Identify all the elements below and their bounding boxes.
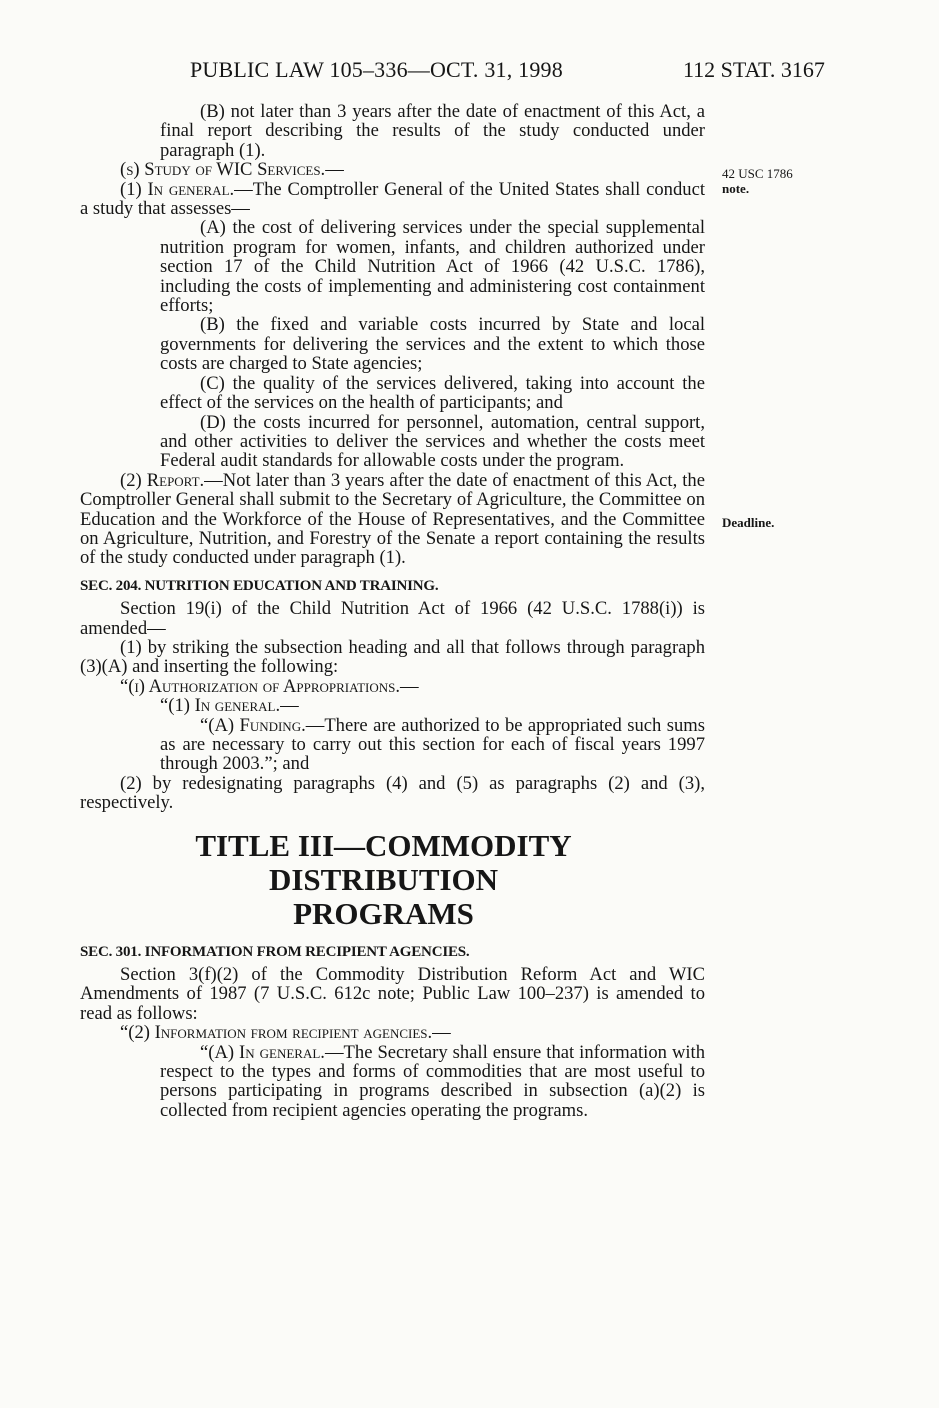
paragraph-s2-text: —Not later than 3 years after the date of enactment of this Act, the Comptroller General shall submit to the Secretary of Agriculture, the Committee on Education and the Workforce of the House of Representatives, and the Committee on Agriculture, Nutrition, and Forestry of the Senate a report containing the results of the study conducted under paragraph (1). — [80, 469, 705, 569]
sec-204-subsection-i: “(i) Authorization of Appropriations.— — [120, 675, 419, 697]
paragraph-s1d: (D) the costs incurred for personnel, automation, central support, and other activities to deliver the services and whether the costs meet Federal audit standards for allowable costs under the program. — [160, 411, 705, 472]
sec-301-intro: Section 3(f)(2) of the Commodity Distribution Reform Act and WIC Amendments of 1987 (7 U.S.C. 612c note; Public Law 100–237) is amended to read as follows: — [80, 964, 705, 1024]
margin-note-usc — [722, 166, 793, 196]
paragraph-s1-label: (1) In general. — [120, 178, 235, 200]
title-iii-heading — [80, 829, 705, 931]
paragraph-s2-label: (2) Report. — [120, 469, 205, 491]
margin-note-deadline: Deadline. — [722, 515, 775, 530]
subsection-s-heading: (s) Study of WIC Services.— — [120, 159, 344, 181]
margin-note-usc-line1: 42 USC 1786 — [722, 166, 793, 181]
sec-204-item-2: (2) by redesignating paragraphs (4) and (5) as paragraphs (2) and (3), respectively. — [80, 772, 705, 814]
sec-301-paragraph-2: “(2) Information from recipient agencies.— — [120, 1022, 451, 1044]
sec-204-paragraph-1: “(1) In general.— — [160, 695, 299, 717]
sec-301-in-general-text: —The Secretary shall ensure that information with respect to the types and forms of commodities that are most useful to persons participating in programs described in subsection (a)(2) is collected from recipient agencies operating the programs. — [160, 1041, 705, 1121]
text-column — [80, 102, 705, 1120]
title-iii-line2: PROGRAMS — [293, 895, 474, 931]
paragraph-s1c: (C) the quality of the services delivered, taking into account the effect of the services on the health of participants; and — [160, 372, 705, 414]
sec-204-item-1: (1) by striking the subsection heading and all that follows through paragraph (3)(A) and inserting the following: — [80, 636, 705, 678]
sec-204-intro: Section 19(i) of the Child Nutrition Act of 1966 (42 U.S.C. 1788(i)) is amended— — [80, 598, 705, 639]
sec-204-funding — [80, 716, 705, 774]
sec-301-in-general-label: “(A) In general. — [200, 1041, 325, 1063]
margin-note-usc-line2: note. — [722, 181, 750, 196]
paragraph-s2 — [80, 471, 705, 568]
running-header-law: PUBLIC LAW 105–336—OCT. 31, 1998 — [190, 57, 563, 82]
sec-301-in-general — [80, 1043, 705, 1121]
title-iii-line1: TITLE III—COMMODITY DISTRIBUTION — [195, 827, 572, 897]
paragraph-s1b: (B) the fixed and variable costs incurred by State and local governments for delivering the services and the extent to which those costs are charged to State agencies; — [160, 314, 705, 375]
running-header-page: 112 STAT. 3167 — [683, 57, 825, 82]
sec-301-heading: SEC. 301. INFORMATION FROM RECIPIENT AGENCIES. — [80, 943, 470, 960]
paragraph-s1 — [80, 180, 705, 219]
paragraph-s1a: (A) the cost of delivering services under the special supplemental nutrition program for women, infants, and children authorized under section 17 of the Child Nutrition Act of 1966 (42 U.S.C. 1786), including the costs of implementing and administering cost containment efforts; — [160, 217, 705, 317]
sec-204-heading: SEC. 204. NUTRITION EDUCATION AND TRAINING. — [80, 577, 439, 594]
paragraph-s1-text: —The Comptroller General of the United States shall conduct a study that assesses— — [80, 178, 705, 220]
sec-204-funding-text: —There are authorized to be appropriated such sums as are necessary to carry out this section for each of fiscal years 1997 through 2003.”; and — [160, 714, 705, 775]
sec-204-funding-label: “(A) Funding. — [200, 714, 306, 736]
paragraph-b-final-report: (B) not later than 3 years after the date of enactment of this Act, a final report describing the results of the study conducted under paragraph (1). — [160, 101, 705, 161]
